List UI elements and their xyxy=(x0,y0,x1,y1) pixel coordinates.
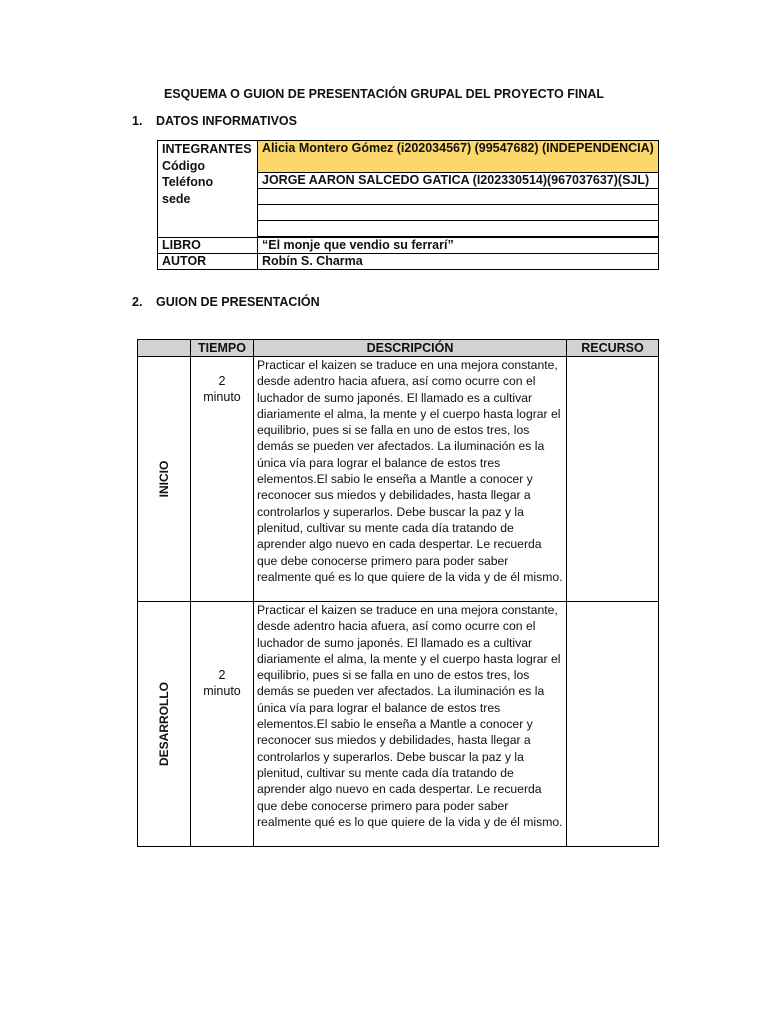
info-table xyxy=(157,140,659,270)
sede-label: sede xyxy=(162,191,191,206)
section-heading-datos xyxy=(132,114,297,128)
section-title: DATOS INFORMATIVOS xyxy=(156,114,297,128)
codigo-label: Código xyxy=(162,158,206,173)
time-unit: minuto xyxy=(203,684,241,699)
section-number: 1. xyxy=(132,114,143,128)
autor-value: Robín S. Charma xyxy=(258,254,659,270)
member-cell xyxy=(258,205,659,221)
integrantes-label: INTEGRANTES xyxy=(162,142,252,156)
phase-label: INICIO xyxy=(157,460,171,498)
phase-cell xyxy=(138,357,191,602)
guion-header-row xyxy=(138,340,659,357)
time-cell xyxy=(191,602,254,847)
libro-value: “El monje que vendio su ferrarí” xyxy=(258,238,659,254)
member-cell xyxy=(258,221,659,237)
libro-label: LIBRO xyxy=(158,238,258,254)
time-amount: 2 xyxy=(218,374,226,388)
resource-cell xyxy=(567,602,659,847)
description-cell: Practicar el kaizen se traduce en una mejora constante, desde adentro hacia afuera, así como ocurre con el luchador de sumo japonés. El llamado es a cultivar diariamente el alma, la mente y el cuerpo hasta lograr el equilibrio, pues si se falla en uno de estos tres, los demás se pueden ver afectados. La iluminación es la única vía para lograr el balance de estos tres elementos.El sabio le enseña a Mantle a conocer y reconocer sus miedos y debilidades, hasta llegar a controlarlos y superarlos. Debe buscar la paz y la plenitud, cultivar su mente cada día tratando de aprender algo nuevo en cada despertar. Le recuerda que debe conocerse primero para poder saber realmente qué es lo que quiere de la vida y de él mismo. xyxy=(254,357,567,602)
header-phase xyxy=(138,340,191,357)
header-recurso: RECURSO xyxy=(567,340,659,357)
time-unit: minuto xyxy=(203,390,241,405)
resource-cell xyxy=(567,357,659,602)
description-cell: Practicar el kaizen se traduce en una mejora constante, desde adentro hacia afuera, así como ocurre con el luchador de sumo japonés. El llamado es a cultivar diariamente el alma, la mente y el cuerpo hasta lograr el equilibrio, pues si se falla en uno de estos tres, los demás se pueden ver afectados. La iluminación es la única vía para lograr el balance de estos tres elementos.El sabio le enseña a Mantle a conocer y reconocer sus miedos y debilidades, hasta llegar a controlarlos y superarlos. Debe buscar la paz y la plenitud, cultivar su mente cada día tratando de aprender algo nuevo en cada despertar. Le recuerda que debe conocerse primero para poder saber realmente qué es lo que quiere de la vida y de él mismo. xyxy=(254,602,567,847)
header-descripcion: DESCRIPCIÓN xyxy=(254,340,567,357)
section-heading-guion xyxy=(132,295,320,309)
table-row xyxy=(138,602,659,847)
integrantes-label-cell xyxy=(158,141,258,238)
phase-label: DESARROLLO xyxy=(157,682,171,766)
phase-cell xyxy=(138,602,191,847)
member-cell: Alicia Montero Gómez (i202034567) (99547682) (INDEPENDENCIA) xyxy=(258,141,659,173)
guion-table xyxy=(137,339,659,847)
telefono-label: Teléfono xyxy=(162,175,214,189)
member-cell: JORGE AARON SALCEDO GATICA (I202330514)(967037637)(SJL) xyxy=(258,173,659,189)
time-amount: 2 xyxy=(218,668,226,682)
time-cell xyxy=(191,357,254,602)
member-cell xyxy=(258,189,659,205)
document-title: ESQUEMA O GUION DE PRESENTACIÓN GRUPAL DEL PROYECTO FINAL xyxy=(163,87,605,101)
header-tiempo: TIEMPO xyxy=(191,340,254,357)
section-title: GUION DE PRESENTACIÓN xyxy=(156,295,320,309)
table-row xyxy=(138,357,659,602)
section-number: 2. xyxy=(132,295,143,309)
autor-label: AUTOR xyxy=(158,254,258,270)
